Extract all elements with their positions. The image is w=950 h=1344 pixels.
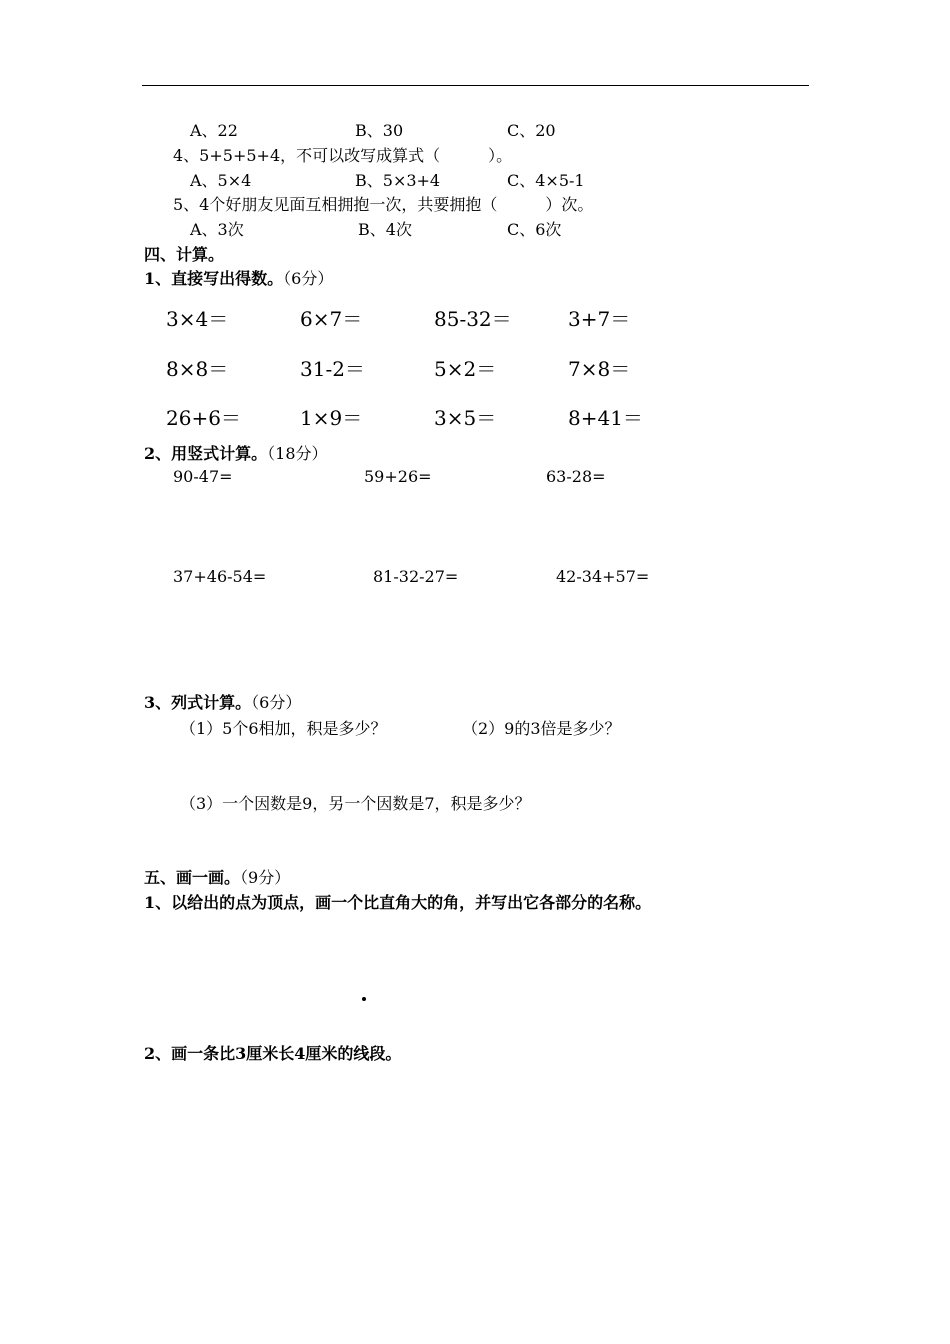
q4-option-c: C、4×5-1 <box>507 171 585 190</box>
mental-math-item: 8×8＝ <box>166 357 229 381</box>
vertical-calc-item: 42-34+57= <box>556 567 650 586</box>
q5-option-a: A、3次 <box>190 220 244 239</box>
part3-question-2: （2）9的3倍是多少？ <box>462 719 621 738</box>
q5-question: 5、4个好朋友见面互相拥抱一次，共要拥抱（ ）次。 <box>173 195 594 214</box>
part3-score: （6分） <box>251 693 302 712</box>
q5-option-c: C、6次 <box>507 220 562 239</box>
mental-math-item: 85-32＝ <box>434 307 512 331</box>
vertical-calc-item: 81-32-27= <box>373 567 459 586</box>
section4-part1-heading <box>144 266 333 289</box>
section4-part3-heading <box>144 690 301 713</box>
q4-option-a: A、5×4 <box>190 171 252 190</box>
mental-math-item: 26+6＝ <box>166 406 241 430</box>
part3-question-3: （3）一个因数是9，另一个因数是7，积是多少？ <box>180 794 531 813</box>
vertex-point <box>362 997 366 1001</box>
mental-math-item: 5×2＝ <box>434 357 497 381</box>
section4-part2-heading <box>144 441 328 464</box>
vertical-calc-item: 37+46-54= <box>173 567 267 586</box>
section5-heading <box>144 865 290 888</box>
q3-option-c: C、20 <box>507 121 556 140</box>
q4-question: 4、5+5+5+4，不可以改写成算式（ ）。 <box>173 146 513 165</box>
mental-math-item: 1×9＝ <box>300 406 363 430</box>
part2-score: （18分） <box>267 444 328 463</box>
part3-title: 3、列式计算。 <box>144 693 252 712</box>
vertical-calc-item: 90-47= <box>173 467 233 486</box>
header-rule <box>142 85 809 86</box>
section5-title: 五、画一画。 <box>144 868 241 887</box>
mental-math-item: 3×5＝ <box>434 406 497 430</box>
part2-title: 2、用竖式计算。 <box>144 444 268 463</box>
section5-question-1: 1、以给出的点为顶点，画一个比直角大的角，并写出它各部分的名称。 <box>144 893 652 912</box>
mental-math-item: 3×4＝ <box>166 307 229 331</box>
mental-math-item: 7×8＝ <box>568 357 631 381</box>
q3-option-a: A、22 <box>190 121 238 140</box>
section4-title: 四、计算。 <box>144 245 225 264</box>
mental-math-item: 6×7＝ <box>300 307 363 331</box>
mental-math-item: 8+41＝ <box>568 406 643 430</box>
section5-score: （9分） <box>240 868 291 887</box>
mental-math-item: 31-2＝ <box>300 357 365 381</box>
vertical-calc-item: 59+26= <box>364 467 432 486</box>
part3-question-1: （1）5个6相加，积是多少？ <box>180 719 387 738</box>
q4-option-b: B、5×3+4 <box>355 171 441 190</box>
section5-question-2: 2、画一条比3厘米长4厘米的线段。 <box>144 1044 402 1063</box>
part1-score: （6分） <box>283 269 334 288</box>
vertical-calc-item: 63-28= <box>546 467 606 486</box>
q5-option-b: B、4次 <box>358 220 412 239</box>
mental-math-item: 3+7＝ <box>568 307 631 331</box>
part1-title: 1、直接写出得数。 <box>144 269 284 288</box>
q3-option-b: B、30 <box>355 121 404 140</box>
